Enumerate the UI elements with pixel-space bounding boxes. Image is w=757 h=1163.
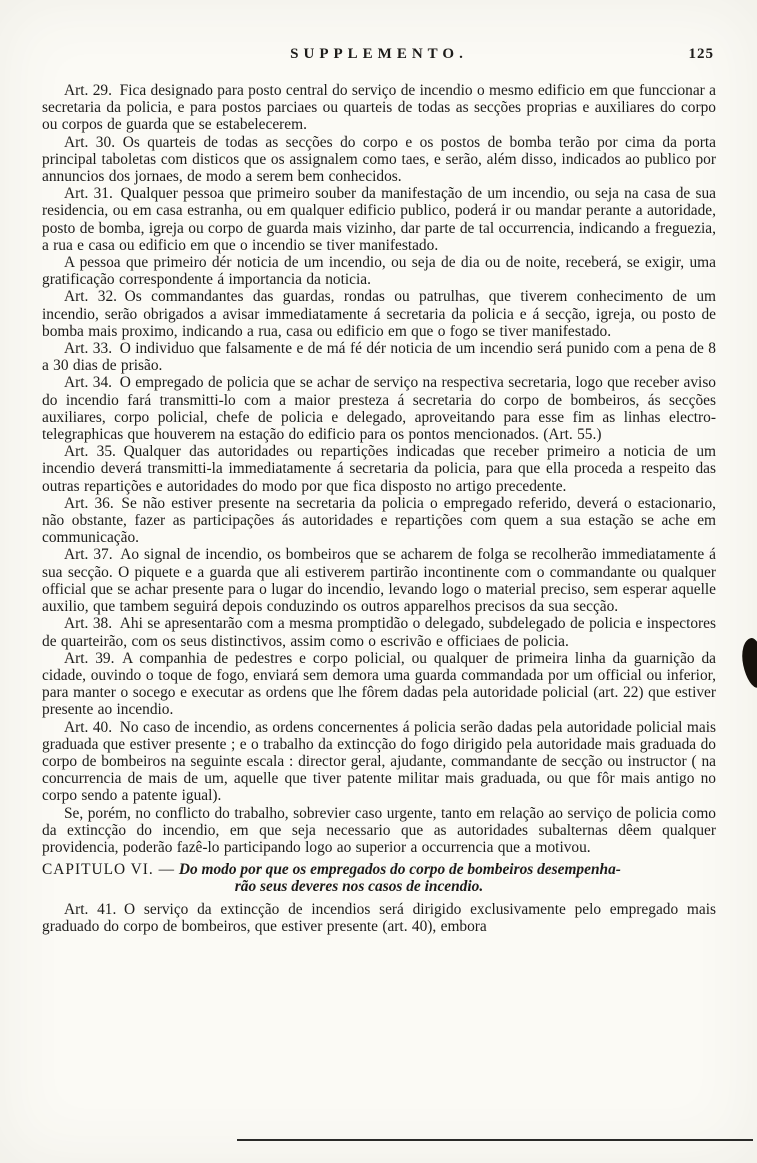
chapter-label: CAPITULO VI. — [42,861,175,879]
paragraph-art-36: Art. 36. Se não estiver presente na secretaria da policia o empregado referido, deverá o estacionario, não obstante, fazer as participações ás autoridades e repartições com quem a sua estação se ache em communicação. [42,494,716,547]
paragraph-art-35: Art. 35. Qualquer das autoridades ou repartições indicadas que receber primeiro a noticia de um incendio deverá transmitti-la immediatamente á secretaria da policia, para que ella proceda a respeito das outras repartições e autoridades do modo por que fica disposto no artigo precedente. [42,443,716,495]
paragraph-art-38: Art. 38. Ahi se apresentarão com a mesma promptidão o delegado, subdelegado de policia e inspectores de quarteirão, com os seus distinctivos, assim como o escrivão e officiaes de policia. [42,615,716,650]
paragraph-art-40: Art. 40. No caso de incendio, as ordens concernentes á policia serão dadas pela autoridade policial mais graduada que estiver presente ; e o trabalho da extincção do fogo dirigido pela autoridade mais graduada do corpo de bombeiros na seguinte escala : director geral, ajudante, commandante de secção ou instructor ( na concurrencia de mais de um, aquelle que tiver patente militar mais graduada, ou que fôr mais antigo no corpo sendo a patente igual). [42,718,716,805]
paragraph-art-31: Art. 31. Qualquer pessoa que primeiro souber da manifestação de um incendio, ou seja na casa de sua residencia, ou em casa estranha, ou em qualquer edificio publico, poderá ir ou mandar perante a autoridade, posto de bomba, igreja ou corpo de guarda mais vizinho, dar parte de tal occurrencia, indicando a freguezia, a rua e casa ou edificio em que o incendio se tiver manifestado. [42,185,716,254]
chapter-heading-line1 [42,861,716,878]
running-title: SUPPLEMENTO. [290,46,468,62]
scan-edge-artifact [237,1139,753,1141]
text-block [42,82,716,935]
paragraph-art-41: Art. 41. O serviço da extincção de incendios será dirigido exclusivamente pelo empregado mais graduado do corpo de bombeiros, que estiver presente (art. 40), embora [42,900,716,935]
paragraph-art-33: Art. 33. O individuo que falsamente e de má fé dér noticia de um incendio será punido com a pena de 8 a 30 dias de prisão. [42,340,716,375]
paragraph-art-37: Art. 37. Ao signal de incendio, os bombeiros que se acharem de folga se recolherão immediatamente á sua secção. O piquete e a guarda que ali estiverem partirão incontinente com o commandante ou qualquer official que se achar presente para o lugar do incendio, levando logo o material preciso, sem esperar aquelle auxilio, que tambem seguirá depois conduzindo os outros apparelhos precisos da sua secção. [42,546,716,616]
paragraph-art-39: Art. 39. A companhia de pedestres e corpo policial, ou qualquer de primeira linha da guarnição da cidade, ouvindo o toque de fogo, enviará sem demora uma guarda commandada por um official ou inferior, para manter o socego e executar as ordens que lhe fôrem dadas pela autoridade policial (art. 22) que estiver presente ao incendio. [42,649,716,719]
paragraph-art-30: Art. 30. Os quarteis de todas as secções do corpo e os postos de bomba terão por cima da porta principal taboletas com disticos que os assignalem como taes, e serão, além disso, indicados ao publico por annuncios dos jornaes, de modo a serem bem conhecidos. [42,133,716,186]
ink-smudge-artifact [738,636,757,689]
paragraph-art-40-note: Se, porém, no conflicto do trabalho, sobrevier caso urgente, tanto em relação ao serviço de policia como da extincção do incendio, em que seja necessario que as autoridades subalternas dêem qualquer providencia, poderão fazê-lo participando logo ao superior a occurrencia que a motivou. [42,804,716,856]
paragraph-art-29: Art. 29. Fica designado para posto central do serviço de incendio o mesmo edificio em que funccionar a secretaria da policia, e para postos parciaes ou quarteis de todas as secções proprias e auxiliares do corpo ou corpos de guarda que se estabelecerem. [42,82,716,134]
paragraph-art-34: Art. 34. O empregado de policia que se achar de serviço na respectiva secretaria, logo que receber aviso do incendio fará transmitti-lo com a maior presteza á secretaria do corpo de bombeiros, ás secções auxiliares, corpo policial, chefe de policia e delegado, aproveitando para esse fim as linhas electro-telegraphicas que houverem na estação do edificio para os pontos mencionados. (Art. 55.) [42,374,716,444]
page-header [42,46,716,66]
paragraph-art-32: Art. 32. Os commandantes das guardas, rondas ou patrulhas, que tiverem conhecimento de um incendio, serão obrigados a avisar immediatamente á secretaria da policia e á secção, igreja, ou posto de bomba mais proximo, indicando a rua, casa ou edificio em que o fogo se tiver manifestado. [42,288,716,340]
chapter-title-line1: Do modo por que os empregados do corpo de bombeiros desempenha- [178,861,621,879]
chapter-title-line2: rão seus deveres nos casos de incendio. [234,878,484,896]
paragraph-art-31-note: A pessoa que primeiro dér noticia de um incendio, ou seja de dia ou de noite, receberá, se exigir, uma gratificação correspondente á importancia da noticia. [42,254,716,289]
page-number: 125 [688,46,714,62]
chapter-heading [42,861,716,895]
